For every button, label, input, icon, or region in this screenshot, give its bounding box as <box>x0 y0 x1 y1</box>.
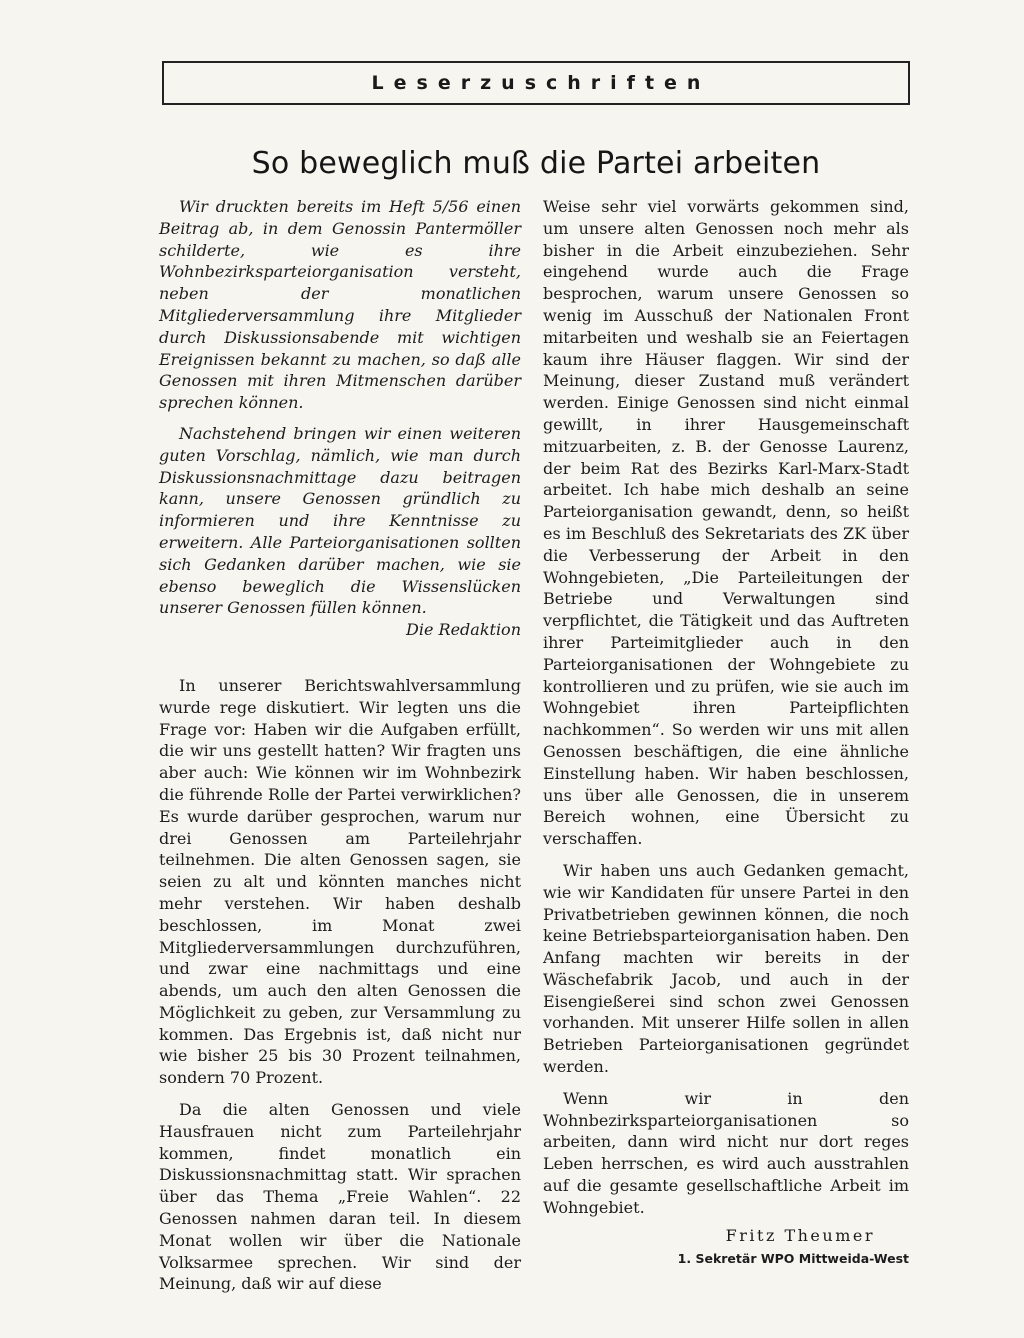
section-label: Leserzuschriften <box>371 72 711 94</box>
left-column <box>159 196 521 1295</box>
body-paragraph: Weise sehr viel vorwärts gekommen sind, um unsere alten Genossen noch mehr als bisher in die Arbeit einzubeziehen. Sehr eingehend wurde auch die Frage besprochen, warum unsere Genossen so wenig im Ausschuß der Nationalen Front mitarbeiten und weshalb sie an Feiertagen kaum ihre Häuser flaggen. Wir sind der Meinung, dieser Zustand muß verändert werden. Einige Genossen sind nicht einmal gewillt, in ihrer Hausgemeinschaft mitzuarbeiten, z. B. der Genosse Laurenz, der beim Rat des Bezirks Karl-Marx-Stadt arbeitet. Ich habe mich deshalb an seine Parteiorganisation gewandt, denn, so heißt es im Beschluß des Sekretariats des ZK über die Verbesserung der Arbeit in den Wohngebieten, „Die Parteileitungen der Betriebe und Verwaltungen sind verpflichtet, die Tätigkeit und das Auftreten ihrer Parteimitglieder auch in den Parteiorganisationen der Wohngebiete zu kontrollieren und zu prüfen, wie sie auch im Wohngebiet ihren Parteipflichten nachkommen“. So werden wir uns mit allen Genossen beschäftigen, die eine ähnliche Einstellung haben. Wir haben beschlossen, uns über alle Genossen, die in unserem Bereich wohnen, eine Übersicht zu verschaffen. <box>543 197 909 849</box>
intro-paragraph: Nachstehend bringen wir einen weiteren guten Vorschlag, nämlich, wie man durch Diskussionsnachmittage dazu beitragen kann, unsere Genossen gründlich zu informieren und ihre Kenntnisse zu erweitern. Alle Parteiorganisationen sollten sich Gedanken darüber machen, wie sie ebenso beweglich die Wissenslücken unserer Genossen füllen können. Die Redaktion <box>159 423 521 640</box>
body-paragraph: Wir haben uns auch Gedanken gemacht, wie wir Kandidaten für unsere Partei in den Privatbetrieben gewinnen können, die noch keine Betriebsparteiorganisation haben. Den Anfang machten wir bereits in der Wäschefabrik Jacob, und auch in der Eisengießerei sind schon zwei Genossen vorhanden. Mit unserer Hilfe sollen in allen Betrieben Parteiorganisationen gegründet werden. <box>543 860 909 1077</box>
body-paragraph: Da die alten Genossen und viele Hausfrauen nicht zum Parteilehrjahr kommen, findet monatlich ein Diskussionsnachmittag statt. Wir sprachen über das Thema „Freie Wahlen“. 22 Genossen nahmen daran teil. In diesem Monat wollen wir über die Nationale Volksarmee sprechen. Wir sind der Meinung, daß wir auf diese <box>159 1100 521 1294</box>
article-headline: So beweglich muß die Partei arbeiten <box>251 146 821 181</box>
author-role: 1. Sekretär WPO Mittweida-West <box>677 1251 909 1267</box>
editorial-signature: Die Redaktion <box>406 620 521 640</box>
intro-paragraph: Wir druckten bereits im Heft 5/56 einen Beitrag ab, in dem Genossin Pantermöller schilderte, wie es ihre Wohnbezirksparteiorganisation versteht, neben der monatlichen Mitgliederversammlung ihre Mitglieder durch Diskussionsabende mit wichtigen Ereignissen bekannt zu machen, so daß alle Genossen mit ihren Mitmenschen darüber sprechen können. <box>159 197 521 413</box>
section-header-box <box>162 61 910 105</box>
body-paragraph: In unserer Berichtswahlversammlung wurde rege diskutiert. Wir legten uns die Frage vor: Haben wir die Aufgaben erfüllt, die wir uns gestellt hatten? Wir fragten uns aber auch: Wie können wir im Wohnbezirk die führende Rolle der Partei verwirklichen? Es wurde darüber gesprochen, warum nur drei Genossen am Parteilehrjahr teilnehmen. Die alten Genossen sagen, sie seien zu alt und könnten manches nicht mehr verstehen. Wir haben deshalb beschlossen, im Monat zwei Mitgliederversammlungen durchzuführen, und zwar eine nachmittags und eine abends, um auch den alten Genossen die Möglichkeit zu geben, zur Versammlung zu kommen. Das Ergebnis ist, daß nicht nur wie bisher 25 bis 30 Prozent teilnahmen, sondern 70 Prozent. <box>159 675 521 1088</box>
spacer <box>159 641 521 675</box>
author-name: Fritz Theumer <box>725 1225 875 1245</box>
right-column <box>543 196 909 1270</box>
body-paragraph: Wenn wir in den Wohnbezirksparteiorganisationen so arbeiten, dann wird nicht nur dort reges Leben herrschen, es wird auch ausstrahlen auf die gesamte gesellschaftliche Arbeit im Wohngebiet. <box>543 1088 909 1217</box>
